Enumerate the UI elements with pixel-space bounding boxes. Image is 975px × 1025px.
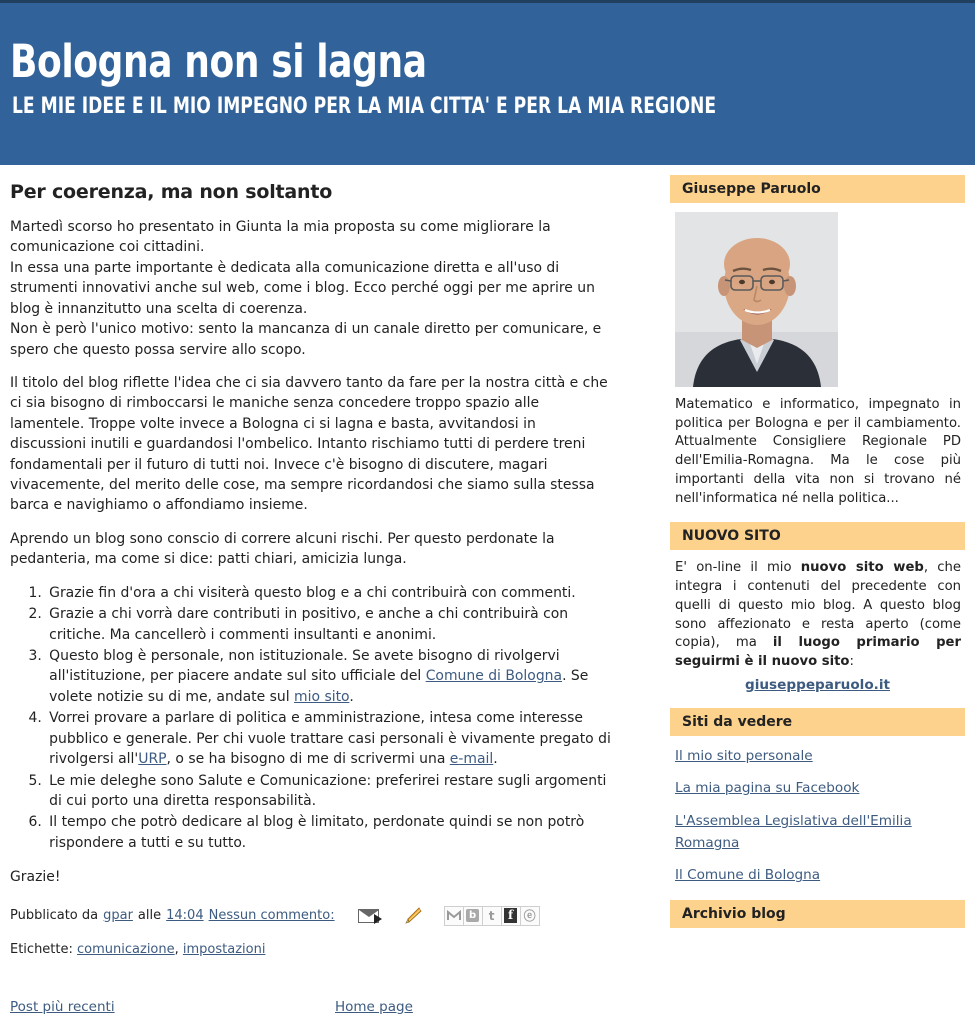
blogger-share-icon[interactable] [463, 906, 483, 926]
gmail-share-icon[interactable] [444, 906, 464, 926]
sidebar-section-siti [670, 708, 965, 886]
blogger-b-glyph: b [466, 909, 479, 922]
sidebar-link-item [675, 864, 961, 886]
sidebar-link[interactable]: L'Assemblea Legislativa dell'Emilia Romagna [675, 813, 912, 851]
sidebar-link-item [675, 810, 961, 853]
newer-posts-link[interactable]: Post più recenti [10, 998, 115, 1015]
post-paragraph: Il titolo del blog riflette l'idea che ci sia davvero tanto da fare per la nostra città e che ci sia bisogno di rimboccarsi le maniche senza concedere troppo spazio alle lamentele. Troppe volte invece a Bologna ci si lagna e basta, avvitandosi in discussioni inutili e guardandosi l'ombelico. Intanto rischiamo tutti di perdere treni fondamentali per il futuro di tutti noi. Invece c'è bisogno di discutere, magari vivacemente, del merito delle cose, ma sempre ricordandosi che siamo sulla stessa barca e navighiamo o affondiamo insieme. [10, 373, 608, 514]
blog-header [0, 0, 975, 165]
siti-links-list [670, 745, 965, 886]
share-buttons [445, 906, 540, 926]
comments-link[interactable]: Nessun commento: [208, 908, 335, 924]
post-labels [10, 942, 642, 957]
sidebar-section-archivio [670, 900, 965, 928]
sidebar-link[interactable]: La mia pagina su Facebook [675, 780, 860, 797]
post-footer [10, 904, 642, 928]
sidebar-link[interactable]: Il Comune di Bologna [675, 867, 821, 884]
sidebar-section-nuovo-sito [670, 522, 965, 693]
post-list-item: 2. Grazie a chi vorrà dare contributi in positivo, e anche a chi contribuirà con critiche. Ma cancellerò i commenti insultanti e anonimi. [46, 604, 613, 645]
email-post-icon[interactable] [358, 909, 379, 923]
labels-list: comunicazione, impostazioni [77, 941, 266, 957]
published-by-label: Pubblicato da [10, 908, 99, 924]
inline-link[interactable]: mio sito [294, 687, 350, 705]
post-paragraph: Martedì scorso ho presentato in Giunta la mia proposta su come migliorare la comunicazione coi cittadini. In essa una parte importante è dedicata alla comunicazione diretta e all'uso di strumenti innovativi anche sul web, come i blog. Ecco perché oggi per me aprire un blog è innanzitutto una scelta di coerenza. Non è però l'unico motivo: sento la mancanza di un canale diretto per comunicare, e spero che questo possa servire allo scopo. [10, 218, 602, 358]
pencil-glyph [402, 906, 424, 926]
post-paragraph: Aprendo un blog sono conscio di correre alcuni rischi. Per questo perdonate la pedanteria, ma come si dice: patti chiari, amicizia lunga. [10, 529, 555, 568]
sidebar-link[interactable]: Il mio sito personale [675, 747, 813, 764]
emphasis-text: nuovo sito web [800, 560, 924, 576]
inline-link[interactable]: e-mail [449, 750, 494, 768]
profile-bio: Matematico e informatico, impegnato in politica per Bologna e per il cambiamento. Attualmente Consigliere Regionale PD dell'Emilia-Romagna. Ma le cose più importanti della vita non si trovano né nell'informatica né nella politica... [675, 397, 961, 506]
label-link[interactable]: impostazioni [182, 941, 266, 957]
edit-post-icon[interactable] [402, 906, 424, 926]
archivio-heading: Archivio blog [670, 900, 965, 928]
twitter-share-icon[interactable]: t [482, 906, 502, 926]
siti-heading: Siti da vedere [670, 708, 965, 736]
facebook-share-icon[interactable] [501, 906, 521, 926]
nuovo-sito-link-wrap [670, 676, 965, 694]
profile-heading: Giuseppe Paruolo [670, 175, 965, 203]
post-author-link[interactable]: gpar [103, 908, 133, 924]
labels-label: Etichette: [10, 941, 73, 957]
blog-pager [10, 999, 642, 1025]
sidebar-link-item [675, 745, 961, 767]
post-title: Per coerenza, ma non soltanto [10, 181, 333, 203]
page-body [0, 165, 975, 1025]
pager-newer [10, 999, 335, 1015]
sidebar-section-profile [670, 175, 965, 508]
post-list-item: 4. Vorrei provare a parlare di politica e amministrazione, intesa come interesse pubblico e generale. Per chi vuole trattare casi personali è vivamente pregato di rivolgersi all'URP, o se ha bisogno di me di scrivermi una e-mail. [46, 708, 613, 769]
label-link[interactable]: comunicazione [77, 941, 175, 957]
inline-link[interactable]: URP [138, 750, 167, 768]
at-label: alle [137, 908, 162, 924]
pinterest-share-icon[interactable]: ⓔ [520, 906, 540, 926]
blog-title: Bologna non si lagna [10, 35, 427, 88]
pager-home [335, 999, 413, 1015]
emphasis-text: il luogo primario per seguirmi è il nuovo sito [675, 635, 961, 670]
facebook-f-glyph: f [504, 908, 517, 923]
post-time-link[interactable]: 14:04 [166, 908, 204, 924]
sidebar [660, 165, 975, 942]
post-closing: Grazie! [10, 868, 61, 886]
post-list-item: 1. Grazie fin d'ora a chi visiterà questo blog e a chi contribuirà con commenti. [46, 583, 613, 603]
inline-link[interactable]: Comune di Bologna [425, 667, 563, 685]
portrait-image [675, 212, 838, 387]
nuovo-sito-link[interactable]: giuseppeparuolo.it [744, 676, 890, 693]
nuovo-sito-text: E' on-line il mio nuovo sito web, che integra i contenuti del precedente con quelli di questo mio blog. A questo blog sono affezionato e resta aperto (come copia), ma il luogo primario per seguirmi è il nuovo sito: [675, 560, 961, 670]
post-list-item: 6. Il tempo che potrò dedicare al blog è limitato, perdonate quindi se non potrò rispondere a tutti e su tutto. [46, 812, 613, 853]
home-page-link[interactable]: Home page [335, 998, 413, 1015]
post-list-item: 3. Questo blog è personale, non istituzionale. Se avete bisogno di rivolgervi all'istituzione, per piacere andate sul sito ufficiale del Comune di Bologna. Se volete notizie su di me, andate sul mio sito. [46, 646, 613, 707]
post-body [10, 217, 642, 888]
blog-subtitle: LE MIE IDEE E IL MIO IMPEGNO PER LA MIA CITTA' E PER LA MIA REGIONE [12, 94, 717, 119]
sidebar-link-item [675, 777, 961, 799]
post-ordered-list [10, 583, 614, 853]
main-content-column [0, 165, 660, 1025]
profile-photo [675, 212, 838, 387]
nuovo-sito-heading: NUOVO SITO [670, 522, 965, 550]
post-list-item: 5. Le mie deleghe sono Salute e Comunicazione: preferirei restare sugli argomenti di cui porto una diretta responsabilità. [46, 771, 613, 812]
